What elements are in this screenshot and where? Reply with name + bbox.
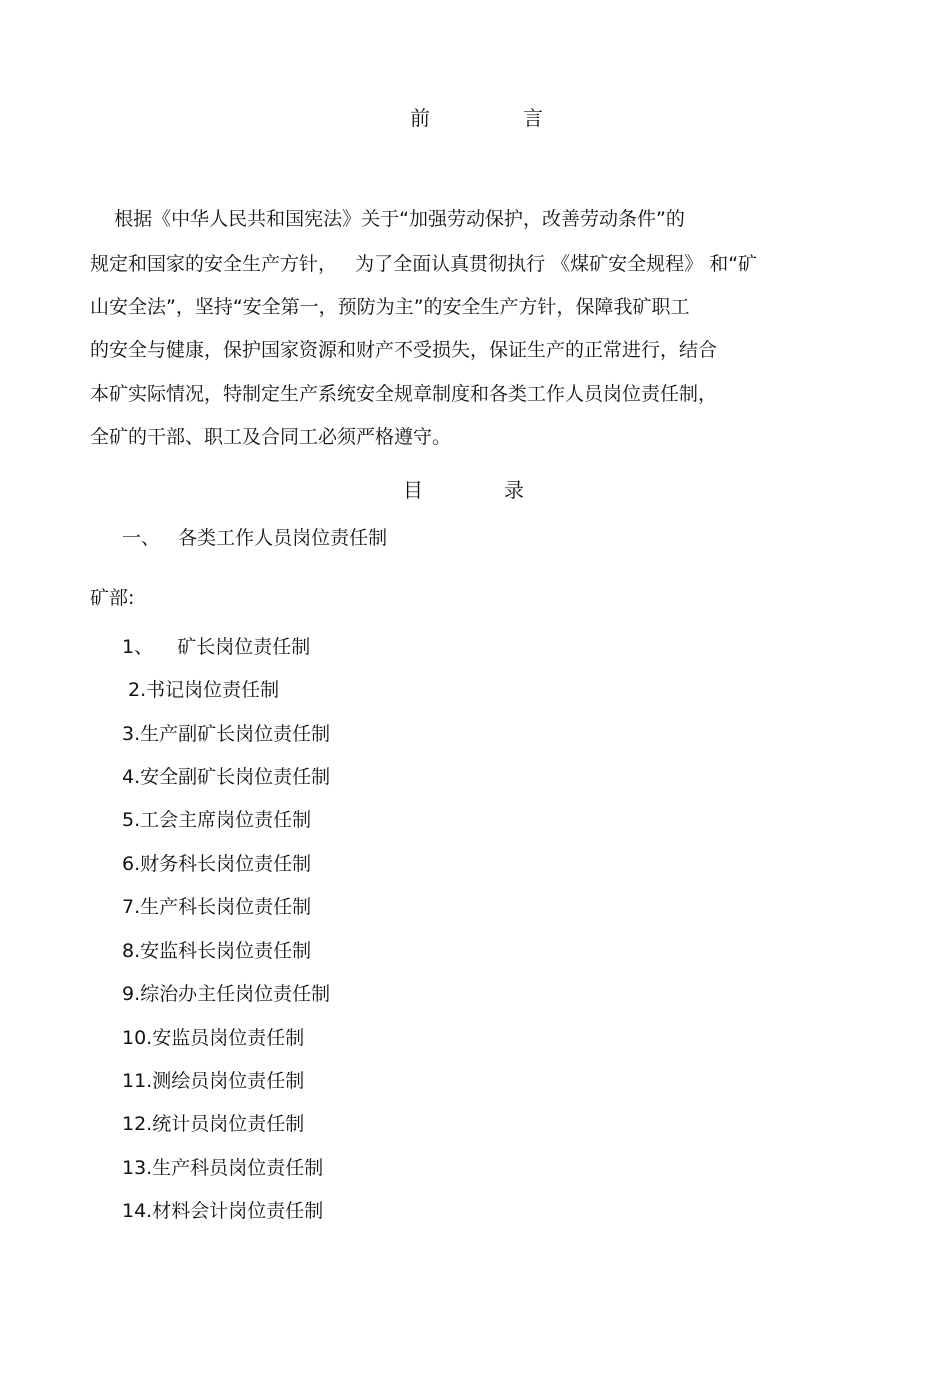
preface-line-6: 全矿的干部、职工及合同工必须严格遵守。 — [90, 426, 452, 448]
toc-item: 4.安全副矿长岗位责任制 — [122, 766, 331, 788]
toc-section-title: 一、 各类工作人员岗位责任制 — [122, 527, 388, 549]
toc-item: 9.综治办主任岗位责任制 — [122, 983, 331, 1005]
toc-item: 11.测绘员岗位责任制 — [122, 1070, 305, 1092]
toc-item: 14.材料会计岗位责任制 — [122, 1200, 324, 1222]
toc-item: 1、 矿长岗位责任制 — [122, 636, 311, 658]
toc-heading — [0, 478, 950, 502]
preface-heading-char-1: 前 — [410, 106, 430, 130]
preface-line-2: 规定和国家的安全生产方针， 为了全面认真贯彻执行 《煤矿安全规程》 和“矿 — [90, 253, 758, 275]
preface-heading — [0, 106, 950, 130]
toc-item: 2.书记岗位责任制 — [122, 679, 280, 701]
toc-item: 12.统计员岗位责任制 — [122, 1113, 305, 1135]
toc-item: 7.生产科长岗位责任制 — [122, 896, 312, 918]
toc-group-label: 矿部: — [90, 587, 135, 609]
toc-item: 10.安监员岗位责任制 — [122, 1027, 305, 1049]
preface-line-5: 本矿实际情况，特制定生产系统安全规章制度和各类工作人员岗位责任制， — [90, 383, 718, 405]
toc-item: 3.生产副矿长岗位责任制 — [122, 723, 331, 745]
preface-heading-char-2: 言 — [523, 106, 543, 130]
toc-item: 8.安监科长岗位责任制 — [122, 940, 312, 962]
toc-heading-char-2: 录 — [504, 478, 524, 502]
preface-line-4: 的安全与健康，保护国家资源和财产不受损失，保证生产的正常进行，结合 — [90, 339, 718, 361]
preface-line-3: 山安全法”，坚持“安全第一，预防为主”的安全生产方针，保障我矿职工 — [90, 296, 690, 318]
toc-item: 5.工会主席岗位责任制 — [122, 809, 312, 831]
toc-heading-char-1: 目 — [403, 478, 423, 502]
toc-item: 13.生产科员岗位责任制 — [122, 1157, 324, 1179]
preface-line-1: 根据《中华人民共和国宪法》关于“加强劳动保护，改善劳动条件”的 — [90, 208, 685, 230]
toc-item: 6.财务科长岗位责任制 — [122, 853, 312, 875]
